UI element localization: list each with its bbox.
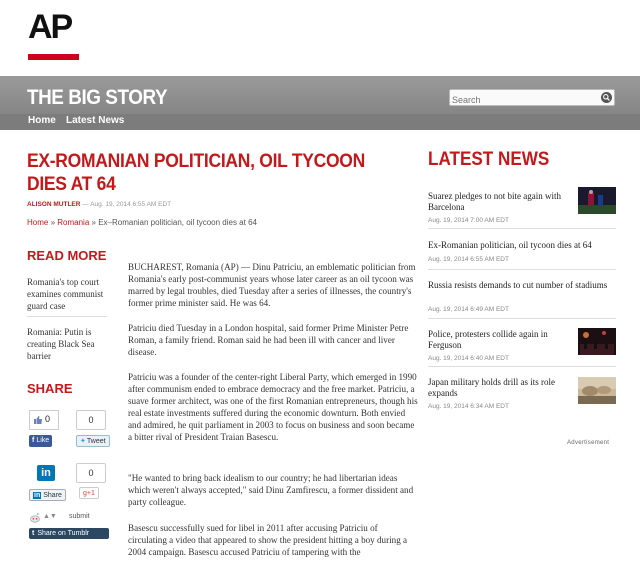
advertisement-label: Advertisement <box>567 440 610 446</box>
linkedin-share-count: 0 <box>76 463 106 483</box>
article-paragraph: Basescu successfully sued for libel in 2011 after accusing Patriciu of circulating a video that appeared to show the president hitting a boy during a 2004 campaign. Basescu accused Patriciu of tampering with the <box>128 523 408 557</box>
latest-news-item[interactable]: Police, protesters collide again in Ferguson <box>428 329 548 350</box>
facebook-like-button[interactable]: f Like <box>29 435 52 447</box>
news-thumbnail[interactable] <box>578 187 616 214</box>
nav-latest-news[interactable]: Latest News <box>66 115 125 126</box>
latest-news-date: Aug. 19, 2014 7:00 AM EDT <box>428 217 509 224</box>
logo-underline <box>28 54 79 60</box>
divider <box>428 366 616 367</box>
reddit-arrows-icon: ▲▼ <box>43 513 57 520</box>
linkedin-share-button[interactable]: in Share <box>29 489 66 501</box>
reddit-submit-button[interactable]: ▲▼ submit <box>29 512 99 524</box>
article-date: — Aug. 19, 2014 6:55 AM EDT <box>82 201 172 208</box>
divider <box>428 228 616 229</box>
breadcrumb <box>27 218 257 227</box>
latest-news-date: Aug. 19, 2014 6:49 AM EDT <box>428 306 509 313</box>
article-paragraph: Patriciu died Tuesday in a London hospital, said former Prime Minister Petre Roman, a family friend. Roman said he had been ill with cancer and liver disease. <box>128 323 409 357</box>
linkedin-icon: in <box>37 465 55 481</box>
share-heading: SHARE <box>27 381 73 396</box>
breadcrumb-current: Ex–Romanian politician, oil tycoon dies at 64 <box>98 218 257 227</box>
reddit-icon <box>29 512 41 524</box>
facebook-like-count: 0 <box>29 410 59 430</box>
twitter-icon: ✦ <box>80 438 86 445</box>
latest-news-item[interactable]: Ex-Romanian politician, oil tycoon dies at 64 <box>428 240 592 250</box>
divider <box>428 318 616 319</box>
article-paragraph: "He wanted to bring back idealism to our country; he had libertarian ideas which weren't always accepted," said Dinu Zamfirescu, a former dissident and party colleague. <box>128 473 414 507</box>
tweet-button[interactable]: ✦Tweet <box>76 435 110 447</box>
latest-news-date: Aug. 19, 2014 6:55 AM EDT <box>428 256 509 263</box>
author-link[interactable]: ALISON MUTLER <box>27 201 81 208</box>
read-more-item[interactable]: Romania's top court examines communist guard case <box>27 277 104 311</box>
logo-area <box>0 0 640 76</box>
search-icon <box>601 92 612 103</box>
google-plus-button[interactable]: g+1 <box>79 487 99 499</box>
latest-news-date: Aug. 19, 2014 6:34 AM EDT <box>428 403 509 410</box>
latest-news-item[interactable]: Suarez pledges to not bite again with Barcelona <box>428 191 561 212</box>
thumb-icon <box>33 415 43 425</box>
main-nav <box>0 114 640 130</box>
search-box <box>449 89 615 106</box>
divider <box>428 269 616 270</box>
read-more-item[interactable]: Romania: Putin is creating Black Sea barrier <box>27 327 95 361</box>
latest-news-item[interactable]: Japan military holds drill as its role expands <box>428 377 555 398</box>
article-paragraph: Patriciu was a founder of the center-right Liberal Party, which emerged in 1990 after communism ended to embrace democracy and the free market. Patriciu, a suave former architect, was one of the first Romanian entrepreneurs, though his real estate investments suffered during the economic downturn. Both envied and admired, he quit parliament in 2003 to focus on business and soon became a bitter rival of President Traian Basescu. <box>128 372 418 442</box>
linkedin-small-icon: in <box>34 492 41 499</box>
tumblr-share-button[interactable]: t Share on Tumblr <box>29 528 109 539</box>
breadcrumb-separator: » <box>50 218 56 227</box>
breadcrumb-separator: » <box>91 218 96 227</box>
news-thumbnail[interactable] <box>578 328 616 355</box>
ap-logo[interactable]: AP <box>28 8 72 46</box>
tumblr-icon: t <box>32 530 35 537</box>
latest-news-heading: LATEST NEWS <box>428 149 550 170</box>
soccer-photo-icon <box>578 187 616 214</box>
read-more-heading: READ MORE <box>27 248 107 263</box>
latest-news-item[interactable]: Russia resists demands to cut number of stadiums <box>428 280 608 290</box>
protest-photo-icon <box>578 328 616 355</box>
tweet-count: 0 <box>76 410 106 430</box>
breadcrumb-home[interactable]: Home <box>27 218 49 227</box>
search-input[interactable] <box>450 93 590 108</box>
article-paragraph: BUCHAREST, Romania (AP) — Dinu Patriciu, an emblematic politician from Romania's early post-communist years whose later career as an oil tycoon was marred by legal troubles, died Tuesday after a series of illnesses, the country's former prime minister said. He was 64. <box>128 262 416 308</box>
byline <box>27 201 171 208</box>
divider <box>27 316 107 317</box>
site-title[interactable]: THE BIG STORY <box>27 86 168 109</box>
latest-news-date: Aug. 19, 2014 6:40 AM EDT <box>428 355 509 362</box>
breadcrumb-romania[interactable]: Romania <box>57 218 90 227</box>
nav-home[interactable]: Home <box>28 115 56 126</box>
search-button[interactable] <box>601 92 612 103</box>
facebook-icon: f <box>32 437 35 444</box>
article-headline: EX-ROMANIAN POLITICIAN, OIL TYCOON DIES AT 64 <box>27 151 365 195</box>
news-thumbnail[interactable] <box>578 377 616 404</box>
military-drill-photo-icon <box>578 377 616 404</box>
